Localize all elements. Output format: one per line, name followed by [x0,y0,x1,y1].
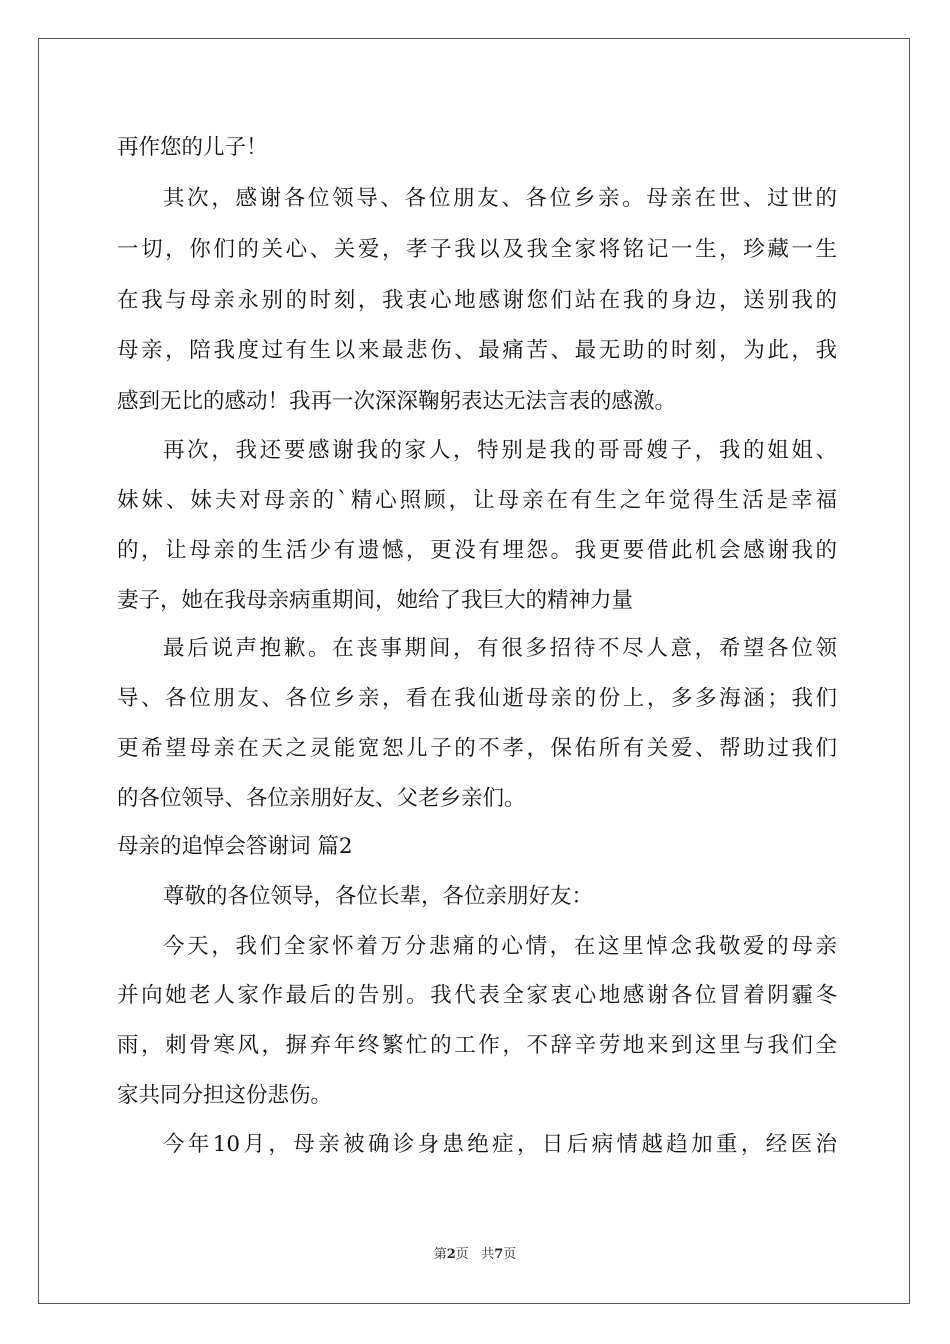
page-border [38,38,910,1304]
text-line: 今天，我们全家怀着万分悲痛的心情，在这里悼念我敬爱的母亲 [163,934,837,959]
text-line: 其次，感谢各位领导、各位朋友、各位乡亲。母亲在世、过世的 [163,186,837,211]
text-line: 今年10月，母亲被确诊身患绝症，日后病情越趋加重，经医治 [163,1132,837,1157]
text-line: 的，让母亲的生活少有遗憾，更没有埋怨。我更要借此机会感谢我的 [117,538,837,563]
text-line: 的各位领导、各位亲朋好友、父老乡亲们。 [117,786,526,811]
page-prefix: 第 [433,1247,447,1262]
text-line: 感到无比的感动！我再一次深深鞠躬表达无法言表的感激。 [117,389,677,414]
text-line: 雨，刺骨寒风，摒弃年终繁忙的工作，不辞辛劳地来到这里与我们全 [117,1033,837,1058]
total-prefix: 共 [481,1247,495,1262]
text-line: 母亲，陪我度过有生以来最悲伤、最痛苦、最无助的时刻，为此，我 [117,338,837,363]
text-line: 妹妹、妹夫对母亲的`精心照顾，让母亲在有生之年觉得生活是幸福 [117,488,837,513]
text-line: 再次，我还要感谢我的家人，特别是我的哥哥嫂子，我的姐姐、 [163,438,837,463]
text-line: 妻子，她在我母亲病重期间，她给了我巨大的精神力量 [117,588,634,613]
text-line: 导、各位朋友、各位乡亲，看在我仙逝母亲的份上，多多海涵；我们 [117,686,837,711]
text-line: 最后说声抱歉。在丧事期间，有很多招待不尽人意，希望各位领 [163,636,837,661]
page-unit: 页 [455,1247,469,1262]
text-line: 在我与母亲永别的时刻，我衷心地感谢您们站在我的身边，送别我的 [117,288,837,313]
salutation: 尊敬的各位领导，各位长辈，各位亲朋好友： [163,884,594,909]
text-line: 并向她老人家作最后的告别。我代表全家衷心地感谢各位冒着阴霾冬 [117,983,837,1008]
page-number: 2 [446,1247,456,1262]
text-line: 一切，你们的关心、关爱，孝子我以及我全家将铭记一生，珍藏一生 [117,237,837,262]
text-line: 再作您的儿子！ [117,135,268,160]
text-line: 更希望母亲在天之灵能宽恕儿子的不孝，保佑所有关爱、帮助过我们 [117,736,837,761]
section-heading: 母亲的追悼会答谢词 篇2 [117,834,353,859]
page-footer [0,1247,950,1263]
text-line: 家共同分担这份悲伤。 [117,1083,333,1108]
total-pages: 7 [494,1247,504,1262]
total-unit: 页 [503,1247,517,1262]
